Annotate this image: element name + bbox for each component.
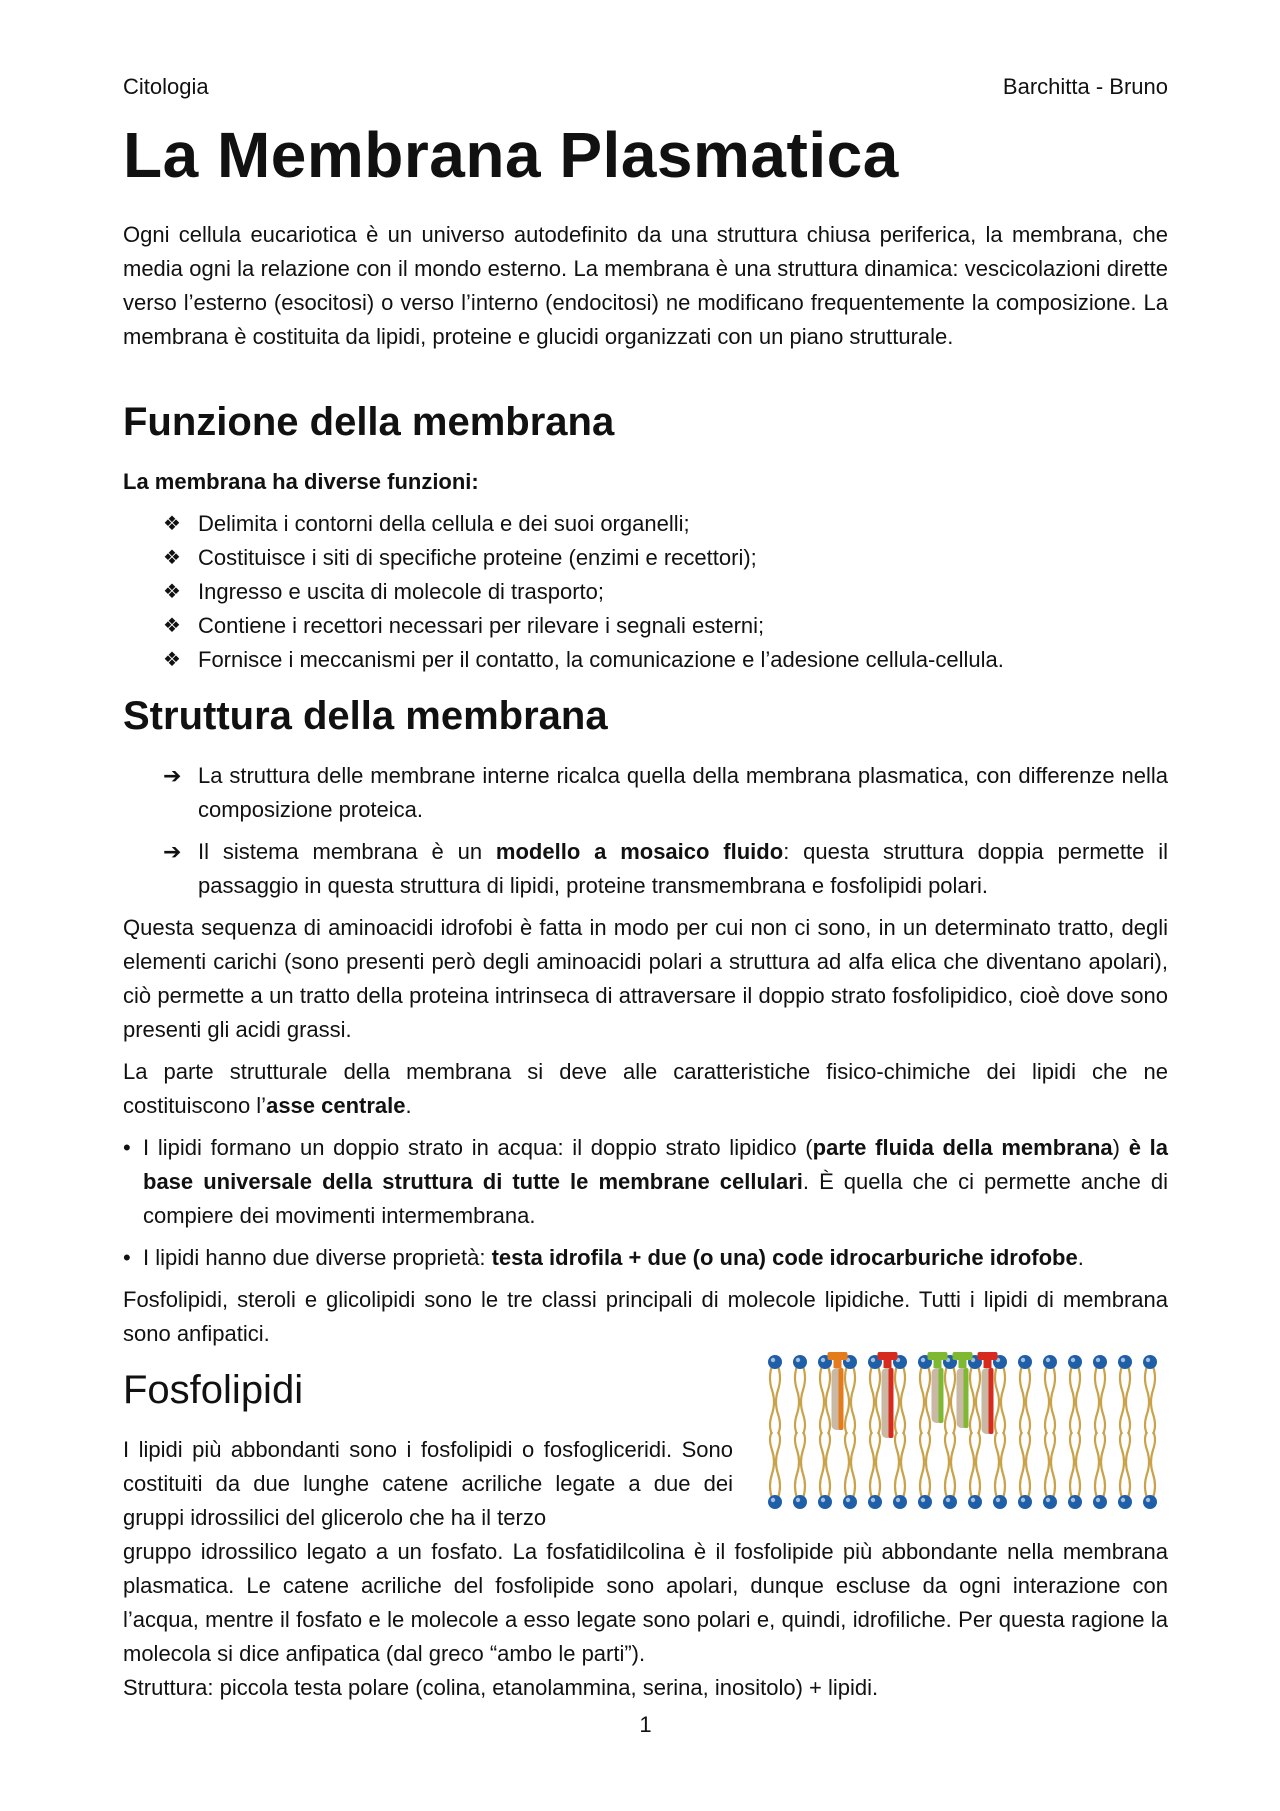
list-item: • I lipidi formano un doppio strato in acqua: il doppio strato lipidico (parte fluida della membrana) è la base universale della struttura di tutte le membrane cellulari. È quella che ci permette anche di compiere dei movimenti intermembrana. <box>123 1131 1168 1233</box>
diamond-bullet-icon: ❖ <box>163 649 181 671</box>
section-heading-funzione: Funzione della membrana <box>123 400 615 444</box>
section-heading-fosfolipidi: Fosfolipidi <box>123 1368 304 1412</box>
list-item: ➔ La struttura delle membrane interne ricalca quella della membrana plasmatica, con differenze nella composizione proteica. <box>123 759 1168 827</box>
list-item: ❖ Ingresso e uscita di molecole di trasporto; <box>123 575 1168 609</box>
struttura-arrow-list <box>123 759 1168 903</box>
fosfolipidi-struttura-line: Struttura: piccola testa polare (colina, etanolammina, serina, inositolo) + lipidi. <box>123 1675 879 1700</box>
page-title: La Membrana Plasmatica <box>123 119 899 191</box>
list-item: ➔ Il sistema membrana è un modello a mosaico fluido: questa struttura doppia permette il passaggio in questa struttura di lipidi, proteine transmembrana e fosfolipidi polari. <box>123 835 1168 903</box>
section-funzione <box>123 400 1168 677</box>
struttura-paragraph-2: La parte strutturale della membrana si deve alle caratteristiche fisico-chimiche dei lipidi che ne costituiscono l’asse centrale. <box>123 1059 1168 1118</box>
funzione-lead: La membrana ha diverse funzioni: <box>123 469 479 494</box>
section-struttura <box>123 694 1168 1351</box>
diamond-bullet-icon: ❖ <box>163 513 181 535</box>
list-item: • I lipidi hanno due diverse proprietà: testa idrofila + due (o una) code idrocarburiche idrofobe. <box>123 1241 1168 1275</box>
list-item: ❖ Costituisce i siti di specifiche proteine (enzimi e recettori); <box>123 541 1168 575</box>
funzione-list <box>123 507 1168 677</box>
lipid-bilayer-figure <box>763 1352 1168 1512</box>
list-item: ❖ Contiene i recettori necessari per rilevare i segnali esterni; <box>123 609 1168 643</box>
section-heading-struttura: Struttura della membrana <box>123 694 608 738</box>
header-authors: Barchitta - Bruno <box>1002 74 1168 99</box>
diamond-bullet-icon: ❖ <box>163 615 181 637</box>
arrow-bullet-icon: ➔ <box>163 763 182 788</box>
intro-paragraph: Ogni cellula eucariotica è un universo autodefinito da una struttura chiusa periferica, la membrana, che media ogni la relazione con il mondo esterno. La membrana è una struttura dinamica: vescicolazioni dirette verso l’esterno (esocitosi) o verso l’interno (endocitosi) ne modificano frequentemente la composizione. La membrana è costituita da lipidi, proteine e glucidi organizzati con un piano strutturale. <box>123 222 1168 349</box>
struttura-paragraph-1: Questa sequenza di aminoacidi idrofobi è fatta in modo per cui non ci sono, in un determinato tratto, degli elementi carichi (sono presenti però degli aminoacidi polari a struttura ad alfa elica che diventano apolari), ciò permette a un tratto della proteina intrinseca di attraversare il doppio strato fosfolipidico, cioè dove sono presenti gli acidi grassi. <box>123 915 1168 1042</box>
dot-bullet-icon: • <box>123 1245 131 1270</box>
diamond-bullet-icon: ❖ <box>163 581 181 603</box>
dot-bullet-icon: • <box>123 1135 131 1160</box>
header-subject: Citologia <box>123 74 209 99</box>
fosfolipidi-paragraph-wrap: I lipidi più abbondanti sono i fosfolipidi o fosfogliceridi. Sono costituiti da due lunghe catene acriliche legate a due dei gruppi idrossilici del glicerolo che ha il terzo <box>123 1437 733 1530</box>
struttura-bullet-list <box>123 1131 1168 1275</box>
fosfolipidi-paragraph: gruppo idrossilico legato a un fosfato. La fosfatidilcolina è il fosfolipide più abbondante nella membrana plasmatica. Le catene acriliche del fosfolipide sono apolari, dunque escluse da ogni interazione con l’acqua, mentre il fosfato e le molecole a esso legate sono polari e, quindi, idrofiliche. Per questa ragione la molecola si dice anfipatica (dal greco “ambo le parti”). <box>123 1539 1168 1666</box>
page-number: 1 <box>639 1712 652 1737</box>
arrow-bullet-icon: ➔ <box>163 839 182 864</box>
list-item: ❖ Fornisce i meccanismi per il contatto, la comunicazione e l’adesione cellula-cellula. <box>123 643 1168 677</box>
list-item: ❖ Delimita i contorni della cellula e dei suoi organelli; <box>123 507 1168 541</box>
diamond-bullet-icon: ❖ <box>163 547 181 569</box>
struttura-paragraph-3: Fosfolipidi, steroli e glicolipidi sono le tre classi principali di molecole lipidiche. Tutti i lipidi di membrana sono anfipatici. <box>123 1287 1168 1346</box>
